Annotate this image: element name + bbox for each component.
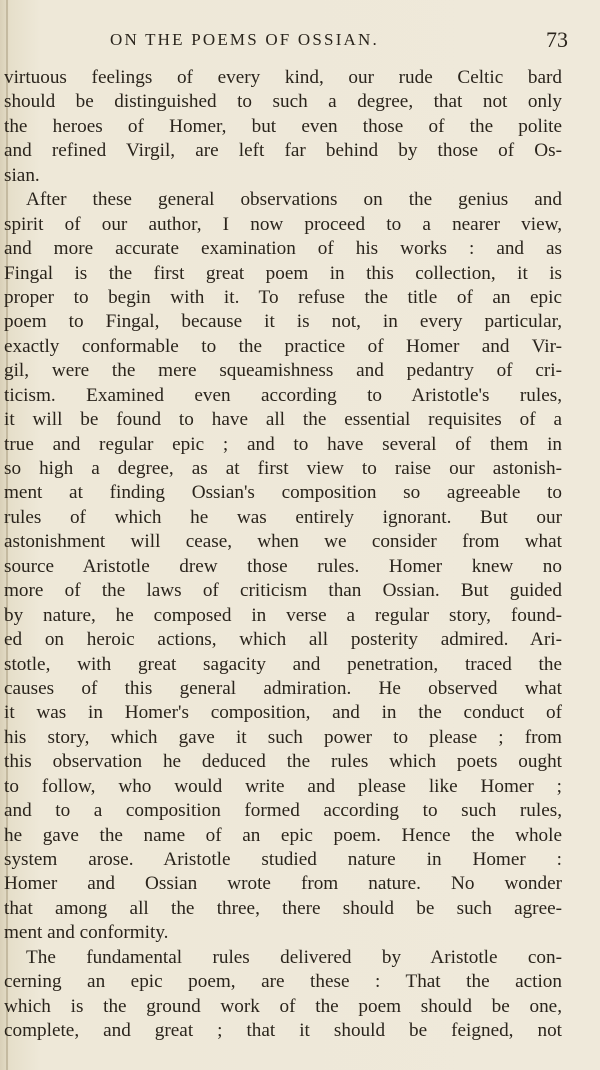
- text-line: system arose. Aristotle studied nature in Homer :: [4, 849, 562, 870]
- text-line: that among all the three, there should be such agree-: [4, 897, 562, 919]
- text-line: source Aristotle drew those rules. Homer knew no: [4, 555, 562, 577]
- text-line: and refined Virgil, are left far behind by those of Os-: [4, 140, 562, 162]
- text-line: complete, and great ; that it should be feigned, not: [4, 1020, 562, 1042]
- text-line: ticism. Examined even according to Aristotle's rules,: [4, 384, 562, 406]
- text-line: it was in Homer's composition, and in the conduct of: [4, 702, 562, 724]
- text-line: the heroes of Homer, but even those of the polite: [4, 115, 562, 137]
- text-line: his story, which gave it such power to please ; from: [4, 726, 562, 748]
- text-line: Homer and Ossian wrote from nature. No wonder: [4, 873, 562, 895]
- text-line: exactly conformable to the practice of Homer and Vir-: [4, 335, 562, 357]
- body-text: [4, 66, 562, 1044]
- text-line: it will be found to have all the essential requisites of a: [4, 409, 562, 431]
- text-line: ed on heroic actions, which all posterity admired. Ari-: [4, 629, 562, 651]
- text-line: causes of this general admiration. He observed what: [4, 677, 562, 699]
- text-line: which is the ground work of the poem should be one,: [4, 995, 562, 1017]
- text-line: to follow, who would write and please like Homer ;: [4, 775, 562, 797]
- text-line: stotle, with great sagacity and penetration, traced the: [4, 653, 562, 675]
- text-line: gil, were the mere squeamishness and pedantry of cri-: [4, 360, 562, 382]
- text-line: sian.: [4, 164, 40, 186]
- text-line: so high a degree, as at first view to raise our astonish-: [4, 458, 562, 479]
- text-line: After these general observations on the genius and: [26, 189, 562, 211]
- text-line: ment at finding Ossian's composition so agreeable to: [4, 482, 562, 504]
- page-number: 73: [546, 27, 568, 52]
- text-line: Fingal is the first great poem in this collection, it is: [4, 262, 562, 284]
- text-line: he gave the name of an epic poem. Hence the whole: [4, 824, 562, 846]
- running-title: ON THE POEMS OF OSSIAN.: [110, 30, 379, 49]
- text-line: ment and conformity.: [4, 922, 169, 944]
- text-line: spirit of our author, I now proceed to a nearer view,: [4, 213, 562, 235]
- text-line: this observation he deduced the rules which poets ought: [4, 751, 562, 773]
- text-line: should be distinguished to such a degree, that not only: [4, 91, 562, 113]
- text-line: and to a composition formed according to such rules,: [4, 800, 562, 822]
- text-line: poem to Fingal, because it is not, in every particular,: [4, 311, 562, 333]
- text-line: and more accurate examination of his works : and as: [4, 238, 562, 260]
- text-line: proper to begin with it. To refuse the title of an epic: [4, 286, 562, 308]
- running-head: [0, 27, 600, 60]
- text-line: by nature, he composed in verse a regular story, found-: [4, 604, 562, 626]
- text-line: rules of which he was entirely ignorant. But our: [4, 506, 562, 528]
- text-line: cerning an epic poem, are these : That the action: [4, 971, 562, 993]
- text-line: true and regular epic ; and to have several of them in: [4, 433, 562, 455]
- text-line: The fundamental rules delivered by Aristotle con-: [26, 946, 562, 968]
- text-line: virtuous feelings of every kind, our rude Celtic bard: [4, 67, 562, 88]
- text-line: astonishment will cease, when we consider from what: [4, 531, 562, 553]
- text-line: more of the laws of criticism than Ossian. But guided: [4, 580, 562, 602]
